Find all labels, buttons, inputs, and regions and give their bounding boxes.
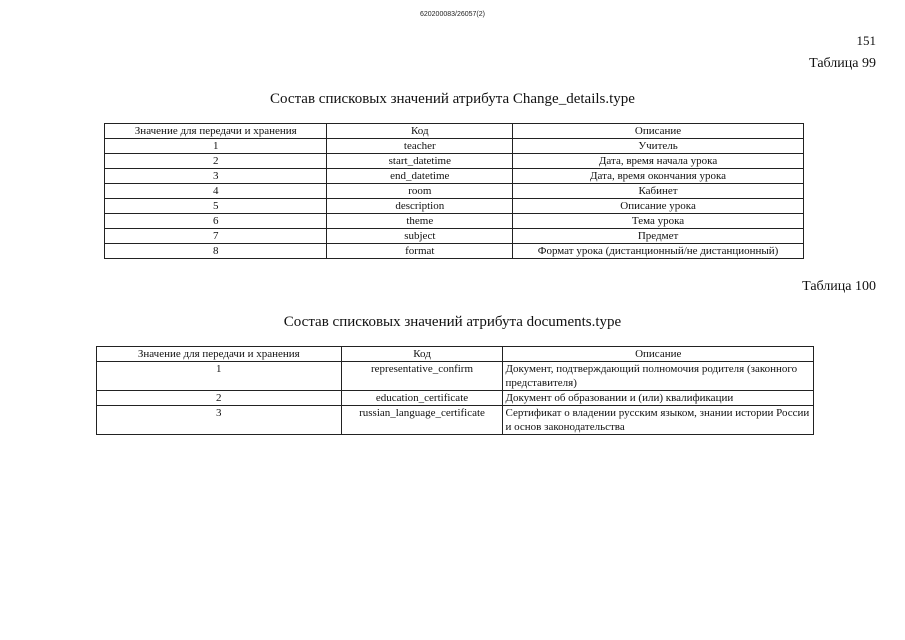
table-100-caption: Состав списковых значений атрибута documents.type: [283, 314, 622, 330]
cell-code: subject: [327, 229, 513, 244]
table-row: [97, 406, 814, 435]
cell-description: Документ, подтверждающий полномочия родителя (законного представителя): [503, 362, 814, 391]
document-id: 620200083/26057(2): [419, 11, 485, 18]
column-header-description: Описание: [503, 347, 814, 362]
table-99-caption: Состав списковых значений атрибута Change_details.type: [270, 91, 635, 107]
cell-value: 1: [97, 362, 342, 391]
cell-code: teacher: [327, 139, 513, 154]
cell-description: Сертификат о владении русским языком, знании истории России и основ законодательства: [503, 406, 814, 435]
cell-value: 3: [97, 406, 342, 435]
cell-description: Формат урока (дистанционный/не дистанционный): [513, 244, 804, 259]
cell-value: 8: [105, 244, 327, 259]
cell-code: format: [327, 244, 513, 259]
cell-code: start_datetime: [327, 154, 513, 169]
cell-value: 5: [105, 199, 327, 214]
column-header-value: Значение для передачи и хранения: [105, 124, 327, 139]
table-row: [105, 184, 804, 199]
cell-code: representative_confirm: [341, 362, 503, 391]
table-row: [105, 244, 804, 259]
table-header-row: [97, 347, 814, 362]
table-row: [105, 199, 804, 214]
column-header-value: Значение для передачи и хранения: [97, 347, 342, 362]
table-row: [105, 169, 804, 184]
column-header-code: Код: [327, 124, 513, 139]
cell-value: 2: [105, 154, 327, 169]
cell-value: 4: [105, 184, 327, 199]
cell-code: russian_language_certificate: [341, 406, 503, 435]
cell-description: Кабинет: [513, 184, 804, 199]
column-header-code: Код: [341, 347, 503, 362]
cell-code: education_certificate: [341, 391, 503, 406]
cell-description: Дата, время окончания урока: [513, 169, 804, 184]
cell-code: theme: [327, 214, 513, 229]
cell-description: Учитель: [513, 139, 804, 154]
table-row: [105, 154, 804, 169]
page-number: 151: [856, 33, 876, 48]
cell-code: end_datetime: [327, 169, 513, 184]
cell-value: 3: [105, 169, 327, 184]
cell-description: Описание урока: [513, 199, 804, 214]
cell-value: 1: [105, 139, 327, 154]
table-100: [96, 346, 814, 435]
table-99-label: Таблица 99: [809, 56, 876, 71]
cell-code: description: [327, 199, 513, 214]
column-header-description: Описание: [513, 124, 804, 139]
table-row: [105, 214, 804, 229]
cell-description: Дата, время начала урока: [513, 154, 804, 169]
cell-description: Документ об образовании и (или) квалификации: [503, 391, 814, 406]
table-99: [104, 123, 804, 259]
table-row: [105, 139, 804, 154]
table-row: [97, 362, 814, 391]
table-row: [105, 229, 804, 244]
cell-description: Тема урока: [513, 214, 804, 229]
cell-value: 6: [105, 214, 327, 229]
table-100-label: Таблица 100: [802, 279, 876, 294]
table-row: [97, 391, 814, 406]
cell-description: Предмет: [513, 229, 804, 244]
table-header-row: [105, 124, 804, 139]
cell-code: room: [327, 184, 513, 199]
cell-value: 2: [97, 391, 342, 406]
cell-value: 7: [105, 229, 327, 244]
